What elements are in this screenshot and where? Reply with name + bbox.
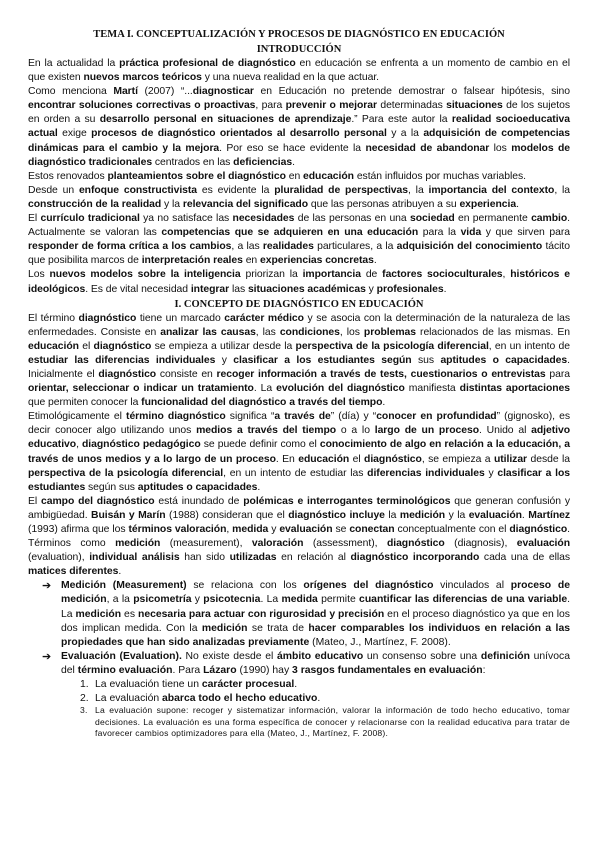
text-run: y a la <box>386 128 424 140</box>
text-run: particulares, a la <box>313 241 397 253</box>
bold-text: planteamientos sobre el diagnóstico <box>107 170 286 182</box>
bold-text: adquisición de competencias dinámicas para el cambio y la mejora <box>28 128 571 154</box>
bold-text: competencias que se adquieren en una educación <box>161 227 419 239</box>
bold-text: Buisán y Marín <box>91 509 166 521</box>
text-run: vinculados al <box>433 580 511 592</box>
intro-paragraph <box>28 170 570 184</box>
bold-text: término evaluación <box>77 664 173 676</box>
bold-text: término diagnóstico <box>126 411 226 423</box>
text-run: permite <box>317 594 360 606</box>
bold-text: aptitudes o capacidades <box>137 481 258 493</box>
bold-text: medición <box>115 538 161 550</box>
bold-text: utilizadas <box>229 552 277 564</box>
text-run: y <box>268 524 280 535</box>
bold-text: medición <box>201 622 248 634</box>
bold-text: nuevos marcos teóricos <box>83 72 202 84</box>
text-run: en el proceso diagnóstico ya que en los dos implican medida. Con la <box>61 608 570 634</box>
bold-text: medición <box>399 509 446 521</box>
bold-text: nuevos modelos sobre la inteligencia <box>49 269 241 281</box>
bold-text: responder de forma crítica a los cambios <box>28 241 232 253</box>
bold-text: clasificar a los estudiantes <box>28 467 570 493</box>
text-run: : <box>482 664 486 676</box>
text-run: exige <box>57 128 92 140</box>
bold-text: hacer comparables los individuos en relación a las propiedades que han sido analizadas previamente <box>61 622 571 648</box>
text-run: en <box>242 255 260 267</box>
text-run: . Unido al <box>479 425 532 437</box>
bold-text: individual análisis <box>89 552 180 564</box>
section1-body <box>28 312 570 580</box>
bold-text: experiencia <box>459 198 517 210</box>
text-run: . La <box>260 594 282 606</box>
bold-text: currículo tradicional <box>40 213 140 225</box>
term-bullet-list <box>28 579 570 678</box>
text-run: un consenso sobre una <box>363 650 481 662</box>
intro-paragraph <box>28 57 570 85</box>
text-run: ya no satisface las <box>139 213 233 225</box>
bold-text: vida <box>460 227 482 239</box>
bold-text: importancia del contexto <box>428 184 555 196</box>
bold-text: problemas <box>363 326 417 338</box>
bold-text: 3 rasgos fundamentales en evaluación <box>292 664 483 676</box>
text-run: . Términos como <box>28 524 570 550</box>
text-run: , las <box>255 326 280 338</box>
bold-text: encontrar soluciones correctivas o proactivas <box>28 100 256 112</box>
bold-text: medida <box>232 524 269 535</box>
intro-section <box>28 57 570 297</box>
bold-text: pluralidad de perspectivas <box>274 184 408 196</box>
text-run: . <box>294 679 298 691</box>
bold-text: Evaluación (Evaluation). <box>61 650 182 662</box>
text-run: y <box>365 283 377 295</box>
text-run: de los sujetos en orden a su <box>28 100 570 126</box>
bold-text: a través de <box>274 411 331 423</box>
text-run: están influidos por muchas variables. <box>353 170 526 182</box>
intro-paragraph <box>28 85 570 170</box>
bold-text: realidades <box>262 241 314 253</box>
text-run: ” (gignosko), es decir conocer algo utilizando unos <box>28 411 570 437</box>
text-run: centrados en las <box>152 156 234 168</box>
text-run: y <box>215 354 234 366</box>
bold-text: educación <box>298 453 350 465</box>
bold-text: importancia <box>302 269 361 281</box>
text-run: . Para <box>172 664 204 676</box>
text-run: Desde un <box>28 184 79 196</box>
text-run: y la <box>161 198 183 210</box>
document-title: TEMA I. CONCEPTUALIZACIÓN Y PROCESOS DE DIAGNÓSTICO EN EDUCACIÓN <box>93 29 505 40</box>
bold-text: práctica profesional de diagnóstico <box>119 58 296 69</box>
text-run: manifiesta <box>404 383 460 395</box>
text-run: . <box>118 566 122 578</box>
bold-text: largo de un proceso <box>374 425 479 437</box>
list-number: 1. <box>80 679 89 691</box>
intro-paragraph <box>28 268 570 296</box>
rasgos-list <box>28 678 570 740</box>
bold-text: diagnóstico <box>78 312 137 324</box>
text-run: Los <box>28 269 50 281</box>
text-run: , la <box>408 184 429 196</box>
text-run: . Actualmente se valoran las <box>28 213 570 239</box>
bold-text: abarca todo el hecho educativo <box>162 692 318 704</box>
bold-text: utilizar <box>493 453 528 465</box>
text-run: según sus <box>85 481 138 493</box>
bold-text: orientar, seleccionar o indicar un tratamiento <box>28 383 254 395</box>
text-run: significa “ <box>225 411 275 423</box>
text-run: las <box>229 283 248 295</box>
text-run: (diagnosis), <box>444 538 517 550</box>
list-number: 2. <box>80 692 89 704</box>
bold-text: orígenes del diagnóstico <box>303 580 434 592</box>
text-run: y <box>484 467 498 479</box>
text-run: , a las <box>231 241 263 253</box>
bold-text: Medición (Measurement) <box>61 580 187 592</box>
bold-text: recoger información a través de tests, cuestionarios o entrevistas <box>216 368 546 380</box>
bold-text: diagnóstico <box>386 538 445 550</box>
text-run: desde la <box>527 453 570 465</box>
bold-text: perspectiva de la psicología diferencial <box>295 340 489 352</box>
text-run: para <box>545 368 571 380</box>
text-run: (1993) afirma que los <box>28 524 129 535</box>
text-run: (Mateo, J., Martínez, F. 2008). <box>309 636 451 648</box>
bold-text: diagnóstico <box>93 340 152 352</box>
text-run: está inundado de <box>154 495 244 507</box>
bold-text: diagnóstico pedagógico <box>82 439 201 451</box>
bold-text: históricos e ideológicos <box>28 269 571 295</box>
text-run: El <box>28 495 41 507</box>
text-run: El <box>28 213 41 225</box>
bold-text: ámbito educativo <box>276 650 364 662</box>
bold-text: relevancia del significado <box>182 198 309 210</box>
text-run: se <box>332 524 350 535</box>
bold-text: psicometría <box>133 594 192 606</box>
text-run: y que sirven para <box>481 227 570 239</box>
bold-text: diagnosticar <box>192 86 254 98</box>
section1-paragraph <box>28 312 570 411</box>
bold-text: conectan <box>349 524 395 535</box>
bold-text: funcionalidad del diagnóstico a través del tiempo <box>141 397 383 409</box>
bold-text: valoración <box>251 538 304 550</box>
bold-text: necesidad de abandonar <box>365 142 490 154</box>
text-run: (evaluation), <box>28 552 90 564</box>
bold-text: estudiar las diferencias individuales <box>28 354 216 366</box>
rasgo-item <box>28 692 570 706</box>
text-run: . La <box>61 594 571 620</box>
text-run: Como menciona <box>28 86 114 98</box>
text-run: o a lo <box>336 425 375 437</box>
bold-text: campo del diagnóstico <box>41 495 155 507</box>
bold-text: aptitudes o capacidades <box>440 354 568 366</box>
text-run: No existe desde el <box>181 650 277 662</box>
bold-text: situaciones <box>446 100 503 112</box>
bold-text: analizar las causas <box>160 326 256 338</box>
bold-text: experiencias concretas <box>260 255 374 267</box>
section1-paragraph <box>28 410 570 495</box>
bold-text: diferencias individuales <box>367 467 485 479</box>
text-run: La evaluación supone: recoger y sistematizar información, valorar la información de todo hecho educativo, tomar decisiones. La evaluación es una forma específica de conocer y relacionarse con la realidad educativa para tratar de favorecer cambios optimizadores para ella (Mateo, J., Martínez, F. 2008). <box>95 705 570 739</box>
bold-text: adjetivo educativo <box>28 425 571 451</box>
bold-text: deficiencias <box>233 156 293 168</box>
text-run: de las personas en una <box>294 213 410 225</box>
bold-text: conocimiento de algo en relación a la educación, a través de unos medios y a lo largo de un proceso <box>28 439 570 465</box>
bold-text: necesaria para actuar con rigurosidad y precisión <box>137 608 385 620</box>
section1-heading: I. CONCEPTO DE DIAGNÓSTICO EN EDUCACIÓN <box>174 298 424 310</box>
text-run: .” Para este autor la <box>351 114 452 126</box>
text-run: se empieza a utilizar desde la <box>151 340 296 352</box>
bold-text: educación <box>303 170 354 182</box>
bold-text: diagnóstico <box>98 368 157 380</box>
bold-text: diagnóstico incorporando <box>350 552 480 564</box>
intro-heading: INTRODUCCIÓN <box>256 44 342 55</box>
text-run: . Inicialmente el <box>28 354 570 380</box>
text-run: han sido <box>179 552 230 564</box>
text-run: en educación se enfrenta a un momento de cambio en el que existen <box>28 58 571 84</box>
text-run: se puede definir como el <box>200 439 320 451</box>
text-run: . <box>317 692 321 704</box>
text-run: . <box>443 283 447 295</box>
text-run: se relaciona con los <box>186 580 304 592</box>
text-run: de <box>360 269 383 281</box>
bold-text: cambio <box>531 213 568 225</box>
bold-text: medida <box>281 594 318 606</box>
text-run: . <box>292 156 295 168</box>
bold-text: modelos de diagnóstico tradicionales <box>28 142 570 168</box>
text-run: , para <box>255 100 286 112</box>
text-run: Etimológicamente el <box>28 411 127 423</box>
text-run: y una nueva realidad en la que actuar. <box>201 72 380 84</box>
text-run: relacionados de las mismas. En <box>416 326 570 338</box>
bold-text: procesos de diagnóstico orientados al desarrollo personal <box>91 128 387 140</box>
bold-text: conocer en profundidad <box>376 411 497 423</box>
bold-text: evaluación <box>279 524 333 535</box>
text-run: . <box>382 397 386 409</box>
text-run: Estos renovados <box>28 170 108 182</box>
text-run: La evaluación <box>95 692 163 704</box>
text-run: que las personas atribuyen a su <box>308 198 460 210</box>
text-run: que generan confusión y ambigüedad. <box>28 495 570 521</box>
bold-text: situaciones académicas <box>247 283 366 295</box>
text-run: La evaluación tiene un <box>95 679 202 691</box>
bold-text: medición <box>75 608 122 620</box>
text-run: en Educación no pretende demostrar o falsear hipótesis, sino <box>253 86 570 98</box>
bold-text: cuantificar las diferencias de una variable <box>359 594 568 606</box>
bold-text: desarrollo personal en situaciones de aprendizaje <box>99 114 352 126</box>
intro-paragraph <box>28 184 570 212</box>
text-run: conceptualmente con el <box>394 524 510 535</box>
bold-text: clasificar a los estudiantes según <box>233 354 412 366</box>
text-run: sus <box>411 354 441 366</box>
list-number: 3. <box>80 705 88 716</box>
bold-text: diagnóstico incluye <box>288 509 385 521</box>
rasgo-item <box>28 678 570 692</box>
arrow-bullet-icon: ➔ <box>42 650 52 663</box>
bold-text: educación <box>28 340 79 352</box>
text-run: , en un intento de <box>488 340 570 352</box>
text-run: , <box>76 439 82 451</box>
text-run: (assessment), <box>303 538 387 550</box>
bold-text: polémicas e interrogantes terminológicos <box>243 495 451 507</box>
bold-text: evolución del diagnóstico <box>276 383 405 395</box>
text-run: priorizan la <box>240 269 303 281</box>
text-run: la <box>384 509 400 521</box>
bold-text: psicotecnia <box>203 594 261 606</box>
text-run: y se asocia con la determinación de la naturaleza de las enfermedades. Consiste en <box>28 312 570 338</box>
bold-text: sociedad <box>409 213 455 225</box>
bold-text: factores socioculturales <box>382 269 503 281</box>
text-run: determinadas <box>376 100 447 112</box>
text-run: el <box>78 340 94 352</box>
text-run: en <box>285 170 304 182</box>
text-run: en relación al <box>276 552 351 564</box>
text-run: . Por eso se hace evidente la <box>219 142 366 154</box>
text-run: . <box>373 255 377 267</box>
bold-text: adquisición del conocimiento <box>396 241 543 253</box>
text-run: y <box>191 594 204 606</box>
bold-text: matices diferentes <box>28 566 119 578</box>
text-run: (measurement), <box>160 538 252 550</box>
text-run: (1988) consideran que el <box>165 509 289 521</box>
bold-text: perspectiva de la psicología diferencial <box>28 467 224 479</box>
bold-text: términos valoración <box>128 524 227 535</box>
text-run: . <box>521 509 529 521</box>
text-run: . La <box>253 383 277 395</box>
text-run: El término <box>28 312 79 324</box>
text-run: y la <box>445 509 469 521</box>
text-run: (2007) “... <box>137 86 193 98</box>
bold-text: diagnóstico <box>364 453 422 465</box>
text-run: consiste en <box>156 368 217 380</box>
bold-text: evaluación <box>516 538 570 550</box>
text-run: . <box>257 481 261 493</box>
text-run: . Es de vital necesidad <box>85 283 191 295</box>
bold-text: Lázaro <box>203 664 237 676</box>
text-run: , a la <box>106 594 134 606</box>
bullet-item <box>28 579 570 649</box>
bold-text: medios a través del tiempo <box>196 425 337 437</box>
bold-text: interpretación reales <box>141 255 243 267</box>
intro-paragraph <box>28 212 570 268</box>
bold-text: carácter procesual <box>201 679 295 691</box>
bold-text: construcción de la realidad <box>28 198 162 210</box>
text-run: , la <box>554 184 571 196</box>
section1-paragraph <box>28 495 570 580</box>
text-run: es <box>121 608 138 620</box>
text-run: unívoca del <box>61 650 570 676</box>
text-run: En la actualidad la <box>28 58 120 69</box>
text-run: , <box>502 269 511 281</box>
bold-text: proceso de medición <box>61 580 570 606</box>
text-run: . <box>516 198 519 210</box>
text-run: tiene un marcado <box>136 312 225 324</box>
bold-text: Martí <box>113 86 138 98</box>
arrow-bullet-icon: ➔ <box>42 580 52 593</box>
text-run: es evidente la <box>197 184 275 196</box>
bold-text: evaluación <box>468 509 522 521</box>
bold-text: condiciones <box>279 326 340 338</box>
bold-text: distintas aportaciones <box>459 383 571 395</box>
bold-text: carácter médico <box>224 312 304 324</box>
text-run: los <box>489 142 512 154</box>
text-run: que permiten conocer la <box>28 397 142 409</box>
text-run: tácito que posibilita marcos de <box>28 241 570 267</box>
text-run: . En <box>275 453 299 465</box>
text-run: cada una de ellas <box>479 552 570 564</box>
text-run: (1990) hay <box>236 664 293 676</box>
text-run: ” (día) y “ <box>330 411 377 423</box>
bold-text: profesionales <box>376 283 444 295</box>
text-run: se trata de <box>247 622 309 634</box>
bold-text: necesidades <box>232 213 295 225</box>
text-run: en permanente <box>454 213 532 225</box>
rasgo-item <box>28 705 570 740</box>
text-run: , se empieza a <box>421 453 494 465</box>
bold-text: diagnóstico <box>509 524 568 535</box>
bold-text: prevenir o mejorar <box>285 100 377 112</box>
text-run: , <box>226 524 233 535</box>
bullet-item <box>28 650 570 678</box>
bold-text: definición <box>480 650 530 662</box>
bold-text: enfoque constructivista <box>78 184 198 196</box>
text-run: , en un intento de estudiar las <box>223 467 368 479</box>
bold-text: integrar <box>190 283 230 295</box>
bold-text: realidad socioeducativa actual <box>28 114 570 140</box>
text-run: el <box>349 453 365 465</box>
text-run: , los <box>339 326 364 338</box>
text-run: para la <box>418 227 461 239</box>
bold-text: Martínez <box>528 509 570 521</box>
